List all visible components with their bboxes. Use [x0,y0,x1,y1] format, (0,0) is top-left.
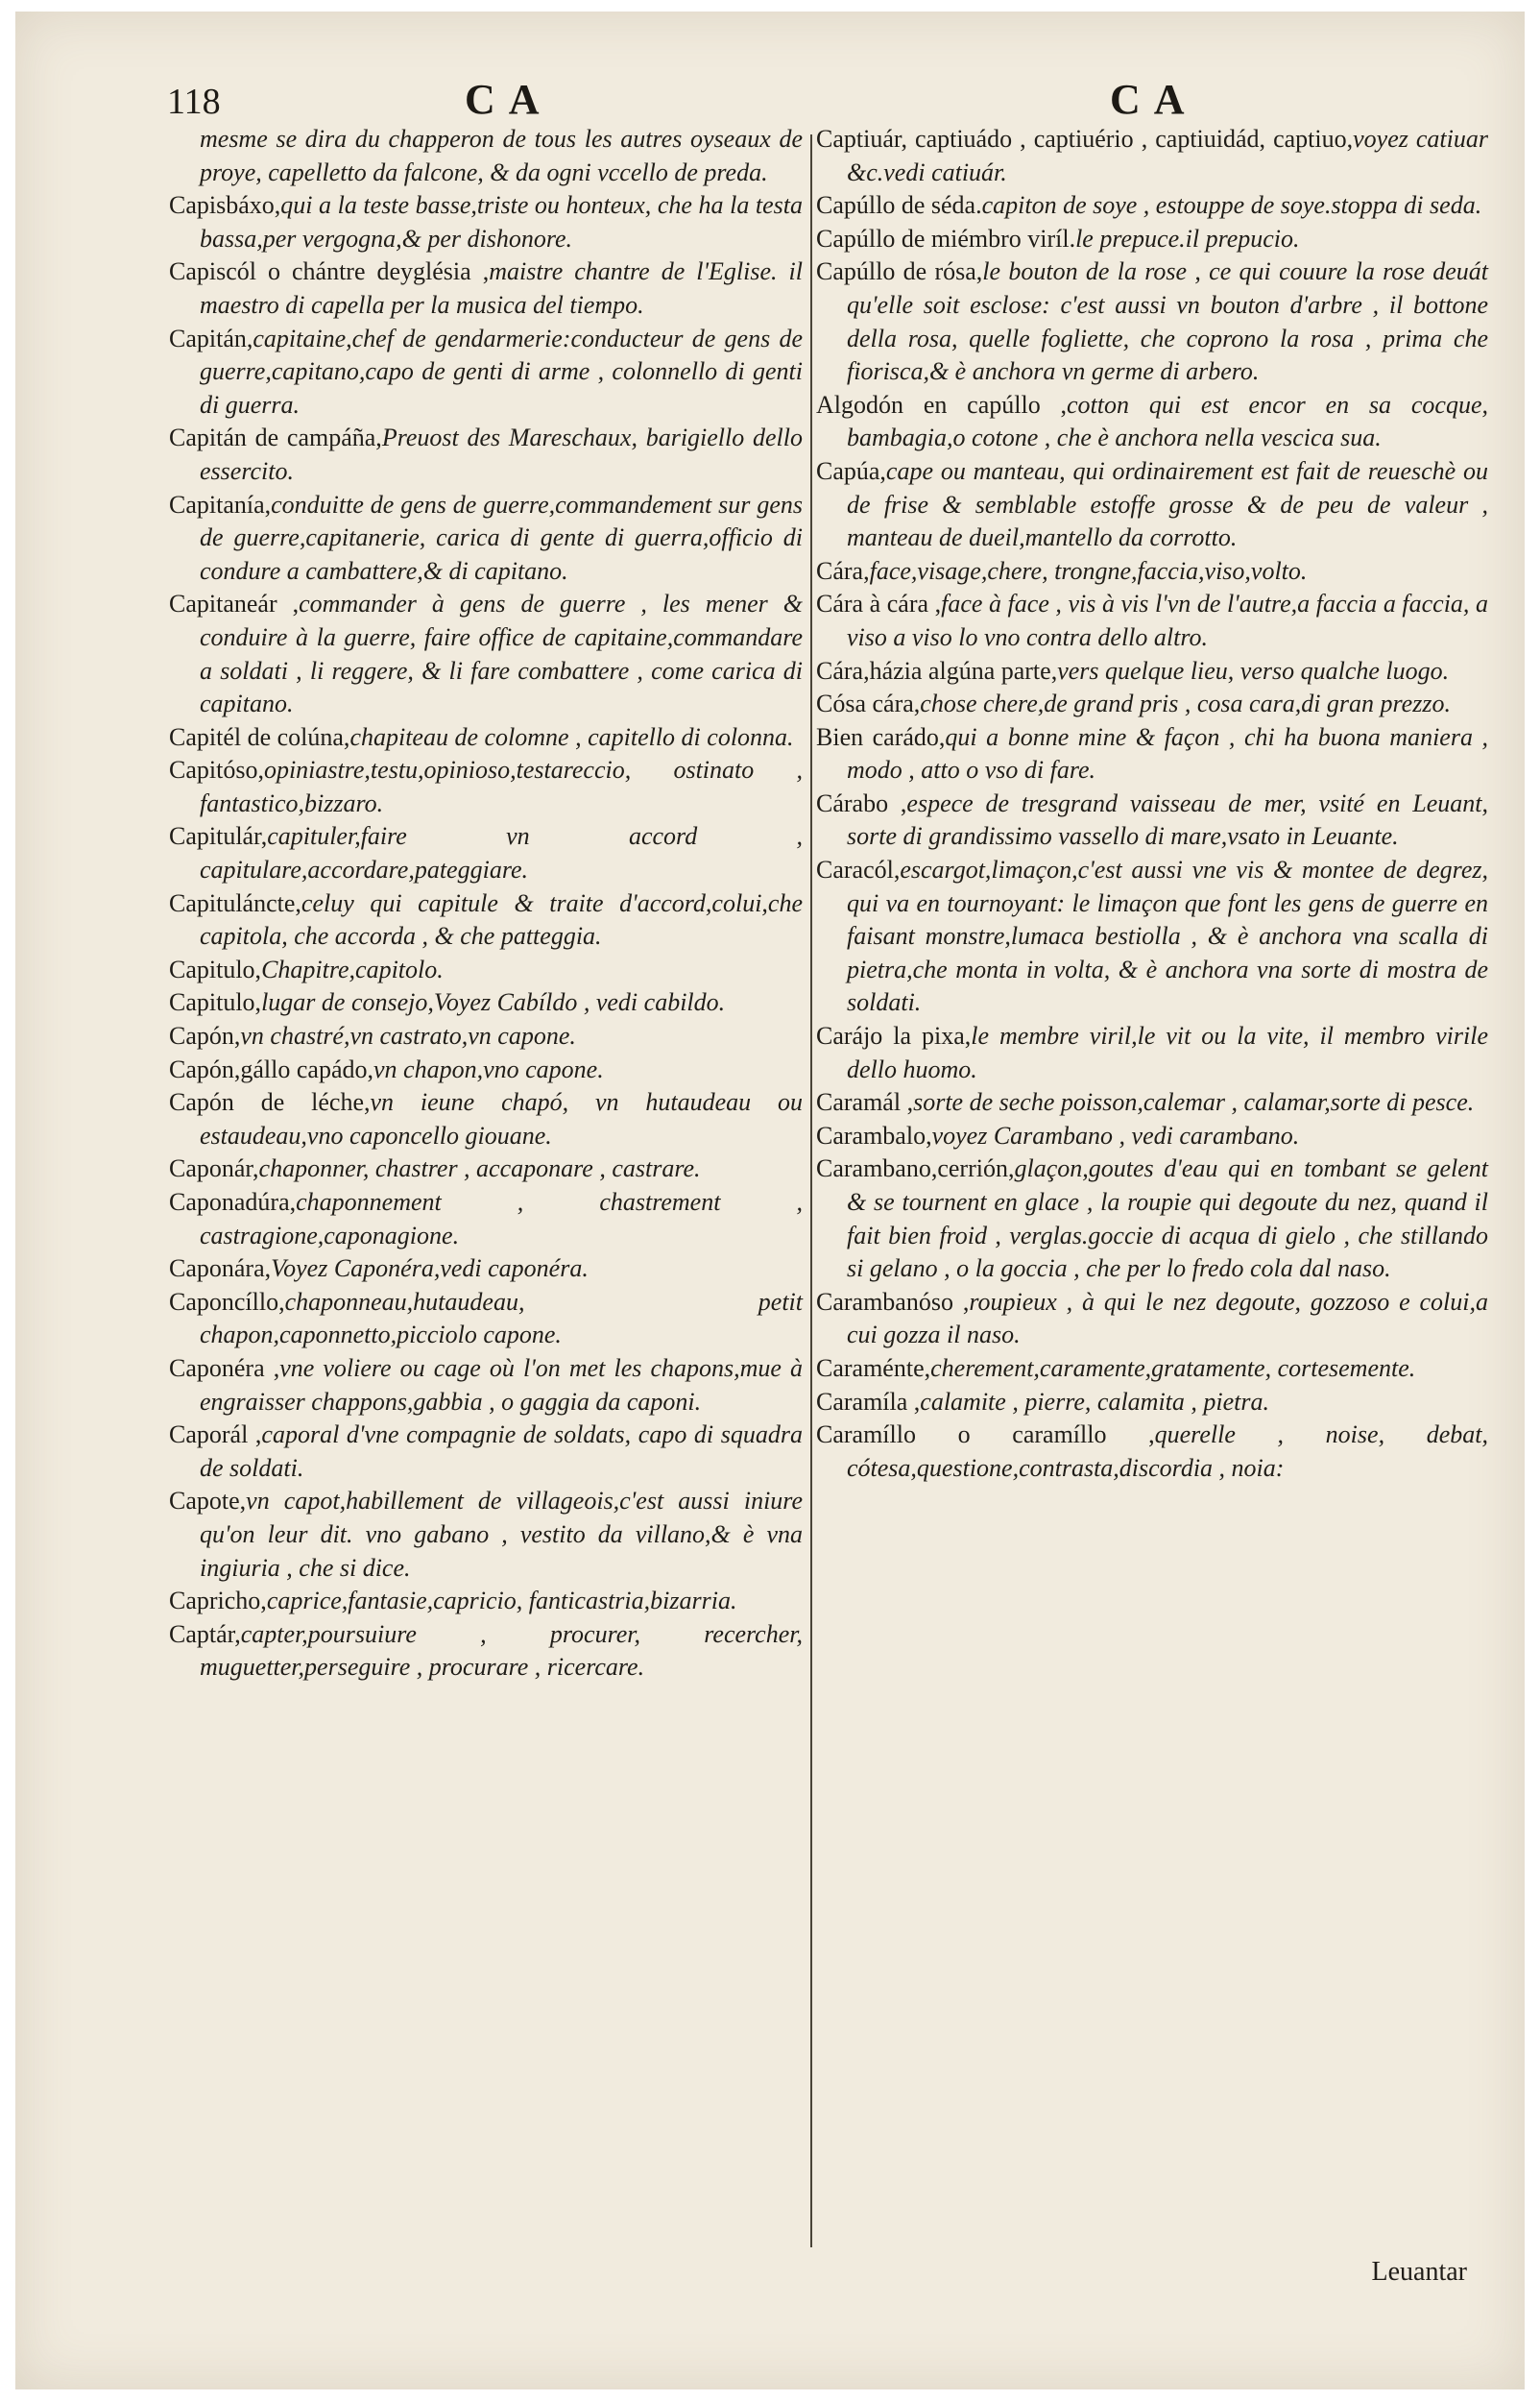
entry-headword: Capitulár, [169,822,268,851]
dictionary-entry [169,1054,803,1087]
entry-headword: Capote, [169,1487,247,1516]
dictionary-entry [169,1252,803,1286]
entry-translation: le membre viril,le vit ou la vite, il membro virile dello huomo. [847,1022,1488,1083]
entry-translation: Preuost des Mareschaux, barigiello dello essercito. [200,424,803,485]
entry-translation: Voyez Caponéra,vedi caponéra. [271,1254,589,1283]
entry-translation: cotton qui est encor en sa cocque, bambagia,o cotone , che è anchora nella vescica sua. [847,390,1488,452]
dictionary-entry [169,887,803,954]
dictionary-entry [169,323,803,423]
entry-translation: caprice,fantasie,capricio, fanticastria,bizarria. [266,1587,737,1615]
entry-translation: vne voliere ou cage où l'on met les chapons,mue à engraisser chappons,gabbia , o gaggia da caponi. [200,1353,803,1416]
entry-headword: Carájo la pixa, [816,1022,972,1051]
entry-translation: cherement,caramente,gratamente, cortesemente. [930,1353,1416,1382]
entry-headword: Capitél de colúna, [169,722,350,751]
entry-translation: vn chapon,vno capone. [373,1055,604,1083]
entry-translation: glaçon,goutes d'eau qui en tombant se gelent & se tournent en glace , la roupie qui degoute du nez, quand il fait bien froid , verglas.goccie di acqua di gielo , che stillando si gelano , o la goccia , che per lo fredo cola dal naso. [847,1154,1488,1283]
dictionary-entry [169,588,803,720]
dictionary-entry [816,123,1488,189]
dictionary-entry [816,655,1488,689]
entry-translation: chaponnement , chastrement , castragione,caponagione. [200,1188,803,1249]
entry-translation: vn chastré,vn castrato,vn capone. [240,1022,576,1051]
column-rule [810,134,812,2247]
entry-headword: Capitanía, [169,490,272,519]
entry-headword: Cósa cára, [816,690,921,718]
entry-headword: Capón de léche, [169,1088,371,1117]
entry-translation: lugar de consejo,Voyez Cabíldo , vedi cabildo. [261,988,726,1017]
entry-headword: Capúllo de séda. [816,191,982,220]
dictionary-entry [169,1352,803,1419]
dictionary-entry [816,455,1488,555]
dictionary-entry [169,1419,803,1485]
catchword: Leuantar [1371,2257,1467,2287]
page-number: 118 [167,82,221,122]
dictionary-entry [816,555,1488,589]
entry-translation: vn ieune chapó, vn hutaudeau ou estaudeau,vno caponcello giouane. [200,1088,804,1150]
entry-translation: conduitte de gens de guerre,commandement sur gens de guerre,capitanerie, carica di gente di guerra,officio di condure a cambattere,& di capitano. [200,490,803,585]
dictionary-entry [169,1286,803,1352]
entry-headword: Caponadúra, [169,1188,297,1216]
entry-headword: Capitán de campáña, [169,424,382,452]
entry-translation: cape ou manteau, qui ordinairement est fait de reueschè ou de frise & semblable estoffe grosse & de peu de valeur , manteau de dueil,mantello da corrotto. [847,456,1488,552]
entry-headword: Capitaneár , [169,590,300,618]
dictionary-entry [169,721,803,755]
entry-headword: Cára, [816,556,870,585]
entry-translation: chose chere,de grand pris , cosa cara,di gran prezzo. [920,690,1451,718]
entry-translation: celuy qui capitule & traite d'accord,colui,che capitola, che accorda , & che patteggia. [200,888,803,951]
dictionary-entry [816,788,1488,854]
entry-translation: chaponneau,hutaudeau, petit chapon,caponnetto,picciolo capone. [200,1287,803,1349]
dictionary-entry [816,1120,1488,1153]
entry-translation: roupieux , à qui le nez degoute, gozzoso e colui,a cui gozza il naso. [847,1287,1488,1349]
dictionary-entry [169,754,803,820]
entry-translation: face,visage,chere, trongne,faccia,viso,volto. [869,556,1308,585]
entry-translation: opiniastre,testu,opinioso,testareccio, ostinato , fantastico,bizzaro. [200,756,803,817]
entry-headword: Caraménte, [816,1353,931,1382]
entry-headword: Capituláncte, [169,888,301,917]
entry-headword: Cára à cára , [816,590,942,618]
entry-headword: Carambanóso , [816,1287,970,1316]
dictionary-entry [816,1386,1488,1419]
dictionary-entry [816,1086,1488,1120]
entry-headword: Capricho, [169,1587,267,1615]
dictionary-entry [169,255,803,322]
entry-translation: voyez Carambano , vedi carambano. [931,1121,1300,1150]
dictionary-entry [816,688,1488,721]
entry-headword: Caponára, [169,1254,272,1283]
dictionary-entry [169,954,803,987]
dictionary-entry [169,1152,803,1186]
entry-translation: face à face , vis à vis l'vn de l'autre,a faccia a faccia, a viso a viso lo vno contra dello altro. [847,590,1488,651]
dictionary-entry [816,189,1488,223]
entry-translation: querelle , noise, debat, cótesa,questione,contrasta,discordia , noia: [847,1420,1488,1482]
dictionary-entry [169,1585,803,1618]
entry-translation: commander à gens de guerre , les mener & conduire à la guerre, faire office de capitaine,commandare a soldati , li reggere, & li fare combattere , come carica di capitano. [200,590,803,718]
dictionary-entry [169,1186,803,1252]
entry-translation: qui a bonne mine & façon , chi ha buona maniera , modo , atto o vso di fare. [847,722,1488,785]
entry-translation: chapiteau de colomne , capitello di colonna. [349,722,794,751]
entry-headword: Captiuár, captiuádo , captiuério , captiuidád, captiuo, [816,125,1354,153]
dictionary-entry [169,422,803,488]
entry-headword: Caponéra , [169,1353,280,1382]
entry-translation: vers quelque lieu, verso qualche luogo. [1057,656,1450,685]
entry-translation: mesme se dira du chapperon de tous les autres oyseaux de proye, capelletto da falcone, & da ogni vccello de preda. [200,125,803,186]
entry-translation: qui a la teste basse,triste ou honteux, che ha la testa bassa,per vergogna,& per dishonore. [200,191,803,253]
entry-headword: Capúa, [816,456,886,485]
right-column [816,123,1488,1485]
entry-headword: Capitóso, [169,756,264,785]
entry-translation: chaponner, chastrer , accaponare , castrare. [258,1154,701,1183]
entry-headword: Capitán, [169,324,253,352]
dictionary-entry [169,986,803,1020]
entry-headword: Capiscól o chántre deyglésia , [169,257,490,286]
entry-translation: capter,poursuiure , procurer, recercher, muguetter,perseguire , procurare , ricercare. [200,1619,803,1682]
entry-translation: le bouton de la rose , ce qui couure la rose deuát qu'elle soit esclose: c'est aussi vn bouton d'arbre , il bottone della rosa, quelle fogliette, che coprono la rosa , prima che fiorisca,& è anchora vn germe di arbero. [847,257,1489,386]
entry-translation: escargot,limaçon,c'est aussi vne vis & montee de degrez, qui va en tournoyant: le limaçon que font les gens de guerre en faisant monstre,lumaca bestiolla , & è anchora vna scalla di pietra,che monta in volta, & è anchora vna sorte di mostra de soldati. [847,856,1488,1017]
entry-translation: Chapitre,capitolo. [261,955,444,983]
entry-translation: calamite , pierre, calamita , pietra. [920,1387,1269,1416]
entry-translation: capitaine,chef de gendarmerie:conducteur de gens de guerre,capitano,capo de genti di arme , colonnello di genti di guerra. [200,324,803,419]
dictionary-entry [169,489,803,589]
entry-headword: Caracól, [816,856,901,885]
entry-translation: caporal d'vne compagnie de soldats, capo di squadra de soldati. [200,1420,803,1482]
dictionary-entry [816,1286,1488,1352]
dictionary-entry [816,1020,1488,1086]
entry-headword: Caponár, [169,1154,259,1183]
entry-translation: espece de tresgrand vaisseau de mer, vsité en Leuant, sorte di grandissimo vassello di mare,vsato in Leuante. [847,788,1488,851]
entry-headword: Carambalo, [816,1121,932,1150]
entry-translation: voyez catiuar &c.vedi catiuár. [847,125,1488,186]
entry-headword: Capúllo de rósa, [816,257,983,286]
entry-headword: Capón, [169,1022,241,1051]
book-page [15,12,1525,2389]
entry-translation: vn capot,habillement de villageois,c'est aussi iniure qu'on leur dit. vno gabano , vestito da villano,& è vna ingiuria , che si dice. [200,1487,803,1582]
entry-headword: Cárabo , [816,788,907,817]
entry-headword: Capúllo de miémbro viríl. [816,224,1076,253]
dictionary-entry [169,820,803,886]
entry-headword: Caporál , [169,1420,262,1449]
entry-headword: Carambano,cerrión, [816,1154,1015,1183]
dictionary-entry [169,189,803,255]
dictionary-entry [169,1086,803,1152]
entry-headword: Caramíla , [816,1387,921,1416]
entry-headword: Capisbáxo, [169,191,281,220]
running-head-right: CA [1110,76,1198,123]
dictionary-entry [816,255,1488,388]
dictionary-entry [816,223,1488,256]
entry-translation: le prepuce.il prepucio. [1075,224,1300,253]
entry-headword: Caramál , [816,1088,914,1117]
entry-headword: Caponcíllo, [169,1287,285,1316]
entry-translation: capiton de soye , estouppe de soye.stoppa di seda. [981,191,1482,220]
entry-headword: Cára,házia algúna parte, [816,656,1058,685]
entry-headword: Capitulo, [169,955,262,983]
dictionary-entry [816,1419,1488,1485]
dictionary-entry [816,1352,1488,1386]
dictionary-entry [169,1618,803,1685]
entry-headword: Algodón en capúllo , [816,390,1068,419]
dictionary-entry [816,721,1488,788]
dictionary-entry [169,123,803,189]
entry-headword: Capón,gállo capádo, [169,1055,373,1083]
dictionary-entry [169,1485,803,1585]
dictionary-entry [816,854,1488,1020]
entry-translation: capituler,faire vn accord , capitulare,accordare,pateggiare. [200,822,803,885]
left-column [169,123,803,1685]
running-head-left: CA [465,76,553,123]
dictionary-entry [169,1020,803,1054]
entry-translation: sorte de seche poisson,calemar , calamar,sorte di pesce. [913,1088,1475,1117]
dictionary-entry [816,588,1488,654]
entry-headword: Captár, [169,1619,241,1648]
entry-headword: Caramíllo o caramíllo , [816,1420,1155,1449]
dictionary-entry [816,1152,1488,1285]
entry-headword: Bien carádo, [816,722,946,751]
entry-translation: maistre chantre de l'Eglise. il maestro di capella per la musica del tiempo. [200,257,803,319]
dictionary-entry [816,389,1488,455]
entry-headword: Capitulo, [169,988,262,1017]
